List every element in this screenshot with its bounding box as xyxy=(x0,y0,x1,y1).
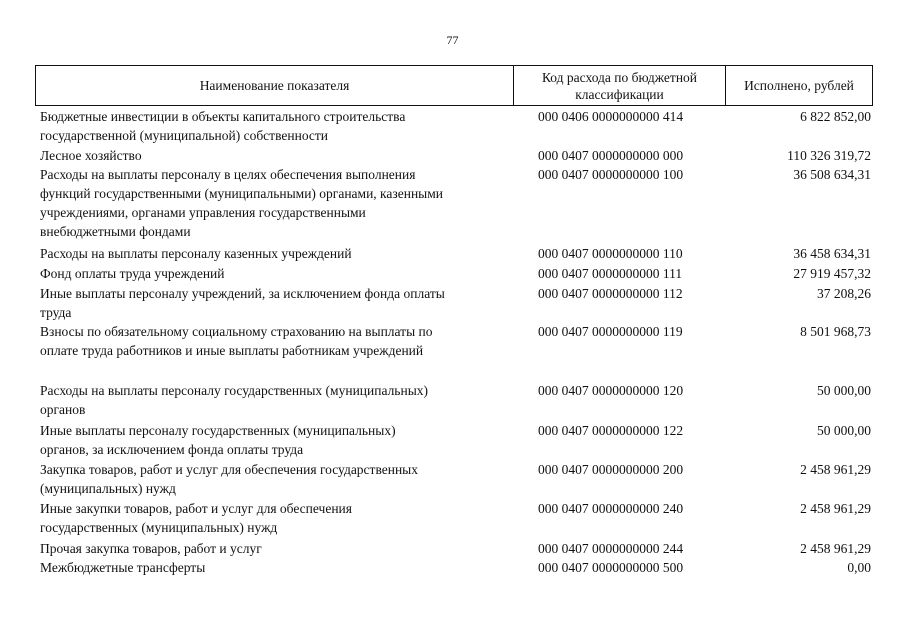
row-amount: 6 822 852,00 xyxy=(800,109,871,124)
row-code: 000 0407 0000000000 200 xyxy=(538,462,684,477)
row-name: Иные выплаты персоналу учреждений, за исключением фонда оплаты труда xyxy=(40,286,445,320)
row-amount: 50 000,00 xyxy=(817,383,871,398)
page-number: 77 xyxy=(446,33,459,47)
table-header xyxy=(35,65,873,106)
row-code: 000 0407 0000000000 119 xyxy=(538,324,683,339)
row-name: Иные выплаты персоналу государственных (муниципальных) органов, за исключением фонда оплаты труда xyxy=(40,423,396,457)
row-amount: 2 458 961,29 xyxy=(800,501,871,516)
row-amount: 36 458 634,31 xyxy=(793,246,871,261)
row-amount: 8 501 968,73 xyxy=(800,324,871,339)
row-name: Межбюджетные трансферты xyxy=(40,560,206,575)
row-amount: 36 508 634,31 xyxy=(793,167,871,182)
header-amount: Исполнено, рублей xyxy=(744,78,854,93)
row-amount: 0,00 xyxy=(847,560,871,575)
row-name: Прочая закупка товаров, работ и услуг xyxy=(40,541,262,556)
header-name: Наименование показателя xyxy=(36,66,514,105)
row-code: 000 0407 0000000000 240 xyxy=(538,501,684,516)
row-name: Расходы на выплаты персоналу казенных учреждений xyxy=(40,246,352,261)
row-amount: 50 000,00 xyxy=(817,423,871,438)
row-name: Лесное хозяйство xyxy=(40,148,142,163)
row-code: 000 0407 0000000000 120 xyxy=(538,383,684,398)
header-code: Код расхода по бюджетной классификации xyxy=(514,66,726,105)
row-code: 000 0407 0000000000 110 xyxy=(538,246,683,261)
row-name: Фонд оплаты труда учреждений xyxy=(40,266,225,281)
row-code: 000 0407 0000000000 244 xyxy=(538,541,684,556)
row-name: Бюджетные инвестиции в объекты капитального строительства государственной (муниципальной) собственности xyxy=(40,109,406,143)
row-name: Взносы по обязательному социальному страхованию на выплаты по оплате труда работников и иные выплаты работникам учреждений xyxy=(40,324,433,358)
row-amount: 110 326 319,72 xyxy=(787,148,871,163)
row-code: 000 0407 0000000000 111 xyxy=(538,266,683,281)
row-amount: 2 458 961,29 xyxy=(800,462,871,477)
row-code: 000 0407 0000000000 500 xyxy=(538,560,684,575)
row-amount: 37 208,26 xyxy=(817,286,871,301)
row-code: 000 0407 0000000000 122 xyxy=(538,423,684,438)
row-name: Иные закупки товаров, работ и услуг для обеспечения государственных (муниципальных) нужд xyxy=(40,501,352,535)
row-code: 000 0406 0000000000 414 xyxy=(538,109,684,124)
row-amount: 2 458 961,29 xyxy=(800,541,871,556)
row-code: 000 0407 0000000000 112 xyxy=(538,286,683,301)
row-name: Закупка товаров, работ и услуг для обеспечения государственных (муниципальных) нужд xyxy=(40,462,419,496)
row-amount: 27 919 457,32 xyxy=(793,266,871,281)
row-code: 000 0407 0000000000 100 xyxy=(538,167,684,182)
row-code: 000 0407 0000000000 000 xyxy=(538,148,684,163)
row-name: Расходы на выплаты персоналу государственных (муниципальных) органов xyxy=(40,383,429,417)
row-name: Расходы на выплаты персоналу в целях обеспечения выполнения функций государственными (муниципальными) органами, казенными учреждениями, органами управления государственными внебюджетными фондами xyxy=(40,167,444,239)
